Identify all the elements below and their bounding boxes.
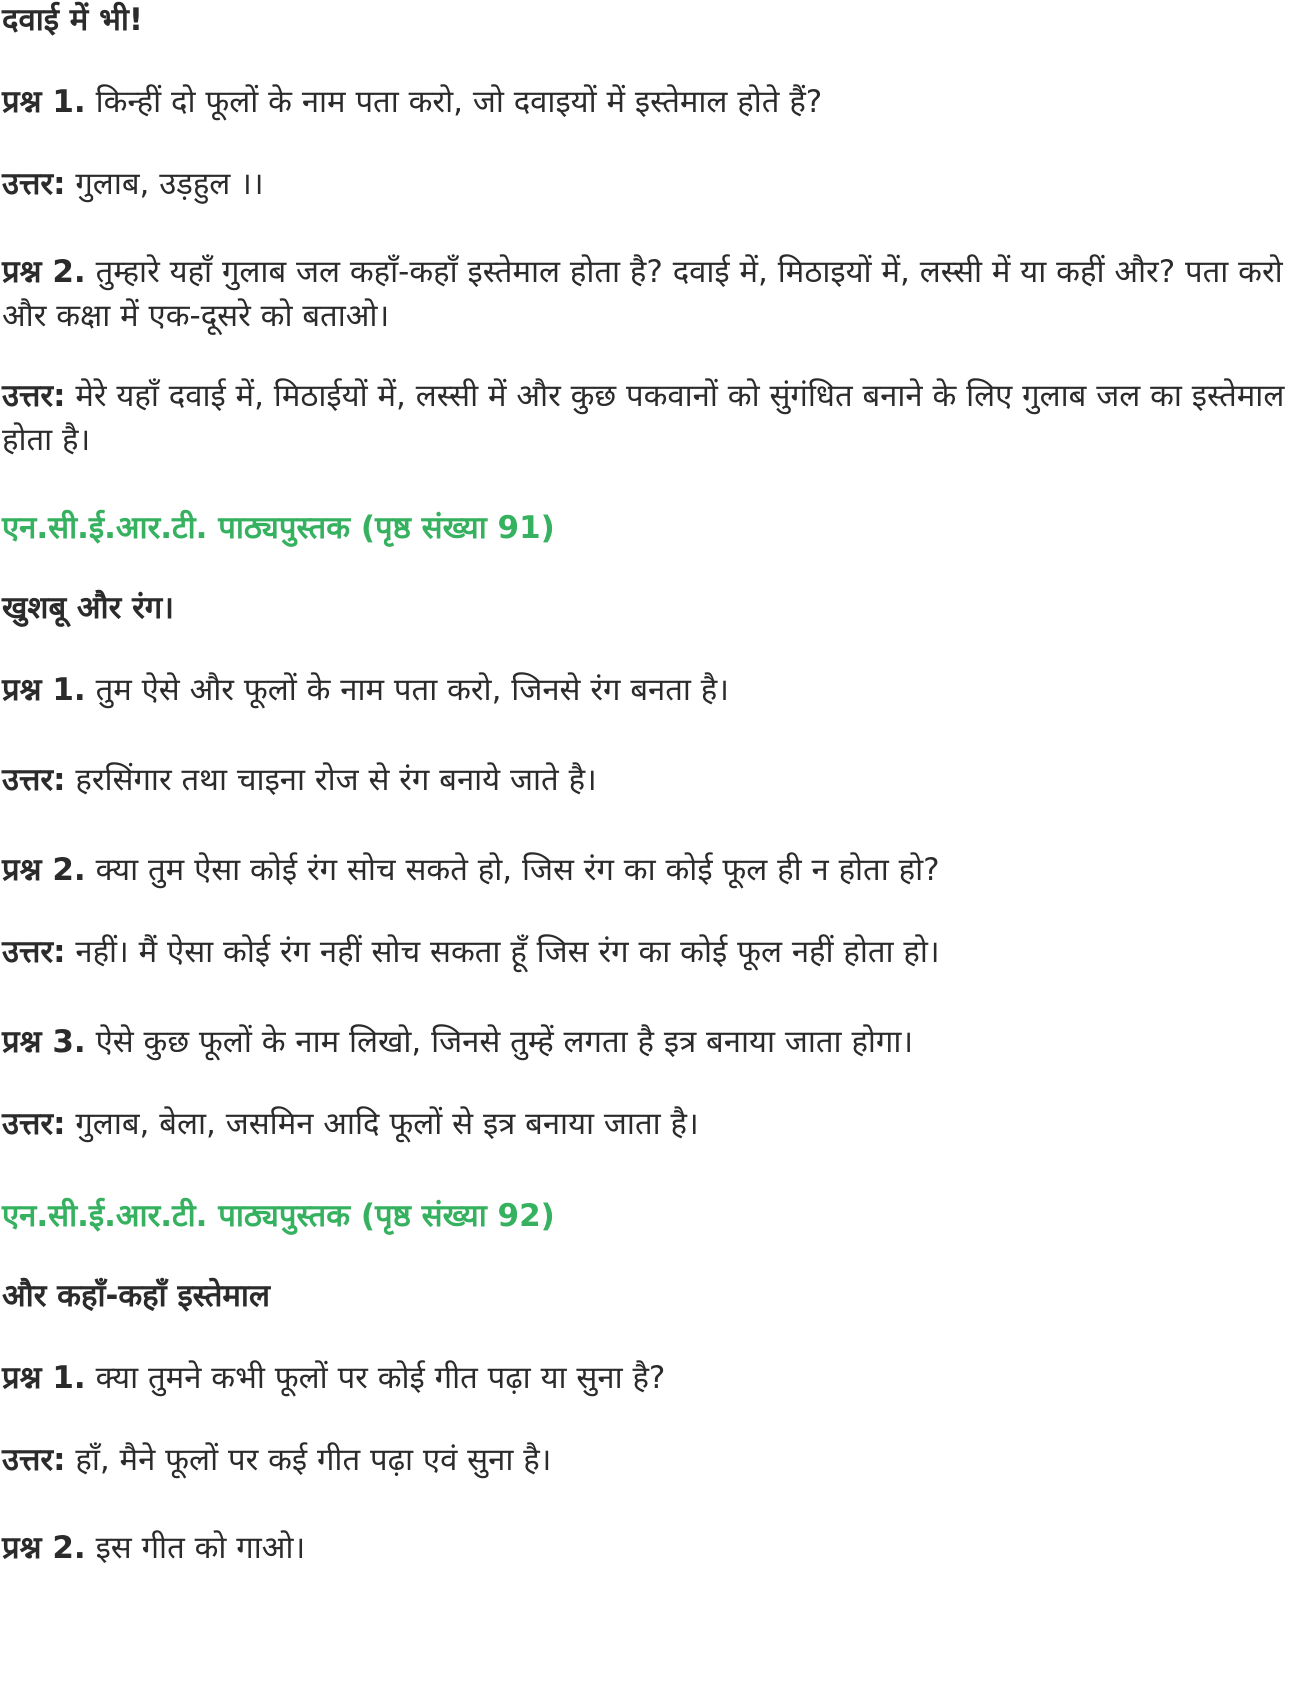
section-heading-page-91: एन.सी.ई.आर.टी. पाठ्यपुस्तक (पृष्ठ संख्या 91) — [2, 510, 555, 546]
answer-label: उत्तर: — [2, 166, 66, 202]
answer-text: मेरे यहाँ दवाई में, मिठाईयों में, लस्सी में और कुछ पकवानों को सुंगंधित बनाने के लिए गुलाब जल का इस्तेमाल होता है। — [2, 378, 1285, 458]
question-3-colors — [2, 1020, 913, 1064]
question-text: तुम ऐसे और फूलों के नाम पता करो, जिनसे रंग बनता है। — [95, 672, 729, 708]
question-label: प्रश्न 3. — [2, 1024, 86, 1060]
question-text: तुम्हारे यहाँ गुलाब जल कहाँ-कहाँ इस्तेमाल होता है? दवाई में, मिठाइयों में, लस्सी में या कहीं और? पता करो और कक्षा में एक-दूसरे को बताओ। — [2, 254, 1283, 334]
heading-other-uses: और कहाँ-कहाँ इस्तेमाल — [2, 1278, 270, 1314]
question-label: प्रश्न 1. — [2, 672, 86, 708]
answer-label: उत्तर: — [2, 934, 66, 970]
answer-2 — [2, 374, 1292, 462]
question-label: प्रश्न 1. — [2, 84, 86, 120]
answer-text: गुलाब, उड़हुल ।। — [75, 166, 264, 202]
answer-label: उत्तर: — [2, 762, 66, 798]
heading-fragrance-color: खुशबू और रंग। — [2, 590, 174, 626]
question-label: प्रश्न 2. — [2, 254, 86, 290]
answer-1 — [2, 162, 264, 206]
answer-text: हाँ, मैने फूलों पर कई गीत पढ़ा एवं सुना है। — [75, 1442, 552, 1478]
question-text: इस गीत को गाओ। — [95, 1530, 306, 1566]
answer-text: नहीं। मैं ऐसा कोई रंग नहीं सोच सकता हूँ जिस रंग का कोई फूल नहीं होता हो। — [75, 934, 940, 970]
answer-1-colors — [2, 758, 597, 802]
question-text: क्या तुम ऐसा कोई रंग सोच सकते हो, जिस रंग का कोई फूल ही न होता हो? — [95, 852, 940, 888]
answer-1-songs — [2, 1438, 551, 1482]
answer-2-colors — [2, 930, 940, 974]
answer-label: उत्तर: — [2, 1442, 66, 1478]
answer-text: गुलाब, बेला, जसमिन आदि फूलों से इत्र बनाया जाता है। — [75, 1106, 699, 1142]
question-text: किन्हीं दो फूलों के नाम पता करो, जो दवाइयों में इस्तेमाल होते हैं? — [95, 84, 823, 120]
question-2-colors — [2, 848, 940, 892]
answer-label: उत्तर: — [2, 378, 66, 414]
heading-medicine: दवाई में भी! — [2, 2, 144, 38]
question-1-songs — [2, 1356, 665, 1400]
answer-label: उत्तर: — [2, 1106, 66, 1142]
question-label: प्रश्न 2. — [2, 1530, 86, 1566]
question-text: क्या तुमने कभी फूलों पर कोई गीत पढ़ा या सुना है? — [95, 1360, 666, 1396]
question-label: प्रश्न 1. — [2, 1360, 86, 1396]
answer-text: हरसिंगार तथा चाइना रोज से रंग बनाये जाते है। — [75, 762, 597, 798]
question-2-songs — [2, 1526, 305, 1570]
answer-3-colors — [2, 1102, 699, 1146]
question-2 — [2, 250, 1292, 338]
question-text: ऐसे कुछ फूलों के नाम लिखो, जिनसे तुम्हें लगता है इत्र बनाया जाता होगा। — [95, 1024, 914, 1060]
question-1-colors — [2, 668, 729, 712]
section-heading-page-92: एन.सी.ई.आर.टी. पाठ्यपुस्तक (पृष्ठ संख्या 92) — [2, 1198, 555, 1234]
question-1 — [2, 80, 822, 124]
question-label: प्रश्न 2. — [2, 852, 86, 888]
